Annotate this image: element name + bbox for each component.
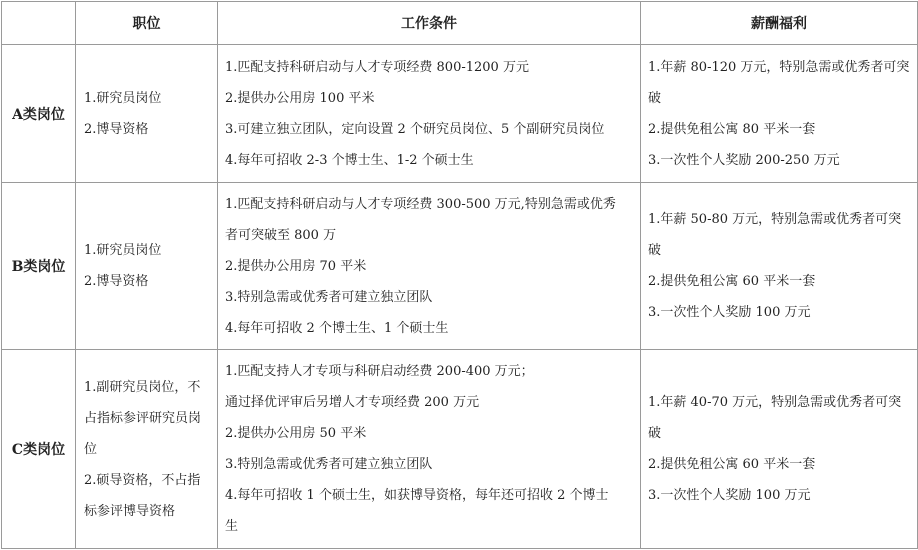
conditions-line: 4.每年可招收 2-3 个博士生、1-2 个硕士生 — [225, 152, 474, 168]
position-line: 占指标参评研究员岗 — [84, 410, 202, 426]
header-category — [2, 2, 76, 45]
position-cell — [76, 45, 218, 183]
position-line: 1.研究员岗位 — [84, 90, 162, 106]
conditions-line: 1.匹配支持科研启动与人才专项经费 300-500 万元,特别急需或优秀 — [225, 196, 616, 212]
conditions-line: 生 — [225, 519, 239, 534]
conditions-line: 3.特别急需或优秀者可建立独立团队 — [225, 289, 433, 305]
header-conditions: 工作条件 — [218, 2, 641, 45]
position-cell — [76, 183, 218, 350]
position-line: 1.研究员岗位 — [84, 243, 162, 258]
benefits-line: 3.一次性个人奖励 100 万元 — [648, 488, 811, 503]
conditions-line: 者可突破至 800 万 — [225, 227, 337, 243]
position-line: 2.硕导资格，不占指 — [84, 472, 201, 488]
table-row — [2, 45, 918, 183]
category-cell: A类岗位 — [2, 45, 76, 183]
conditions-line: 2.提供办公用房 100 平米 — [225, 90, 375, 106]
conditions-line: 1.匹配支持人才专项与科研启动经费 200-400 万元； — [225, 364, 534, 379]
conditions-cell — [218, 350, 641, 549]
table-row — [2, 350, 918, 549]
header-position: 职位 — [76, 2, 218, 45]
conditions-line: 4.每年可招收 1 个硕士生，如获博导资格，每年还可招收 2 个博士 — [225, 488, 609, 503]
benefits-line: 3.一次性个人奖励 100 万元 — [648, 305, 811, 320]
recruitment-table — [1, 1, 918, 549]
header-row — [2, 2, 918, 45]
conditions-cell — [218, 45, 641, 183]
position-cell — [76, 350, 218, 549]
position-line: 2.博导资格 — [84, 274, 149, 289]
benefits-line: 1.年薪 80-120 万元，特别急需或优秀者可突 — [648, 59, 910, 75]
conditions-line: 通过择优评审后另增人才专项经费 200 万元 — [225, 395, 480, 410]
benefits-cell — [641, 183, 918, 350]
conditions-cell — [218, 183, 641, 350]
position-line: 标参评博导资格 — [84, 503, 176, 519]
conditions-line: 4.每年可招收 2 个博士生、1 个硕士生 — [225, 320, 449, 336]
benefits-line: 2.提供免租公寓 60 平米一套 — [648, 274, 816, 289]
benefits-line: 破 — [648, 243, 662, 258]
position-line: 1.副研究员岗位，不 — [84, 379, 201, 395]
category-cell: B类岗位 — [2, 183, 76, 350]
table-row — [2, 183, 918, 350]
conditions-line: 3.特别急需或优秀者可建立独立团队 — [225, 457, 433, 472]
benefits-line: 2.提供免租公寓 60 平米一套 — [648, 457, 816, 472]
benefits-line: 破 — [648, 90, 662, 106]
category-cell: C类岗位 — [2, 350, 76, 549]
benefits-cell — [641, 45, 918, 183]
benefits-line: 破 — [648, 426, 662, 441]
conditions-line: 1.匹配支持科研启动与人才专项经费 800-1200 万元 — [225, 59, 529, 75]
benefits-line: 1.年薪 40-70 万元，特别急需或优秀者可突 — [648, 395, 902, 410]
position-line: 2.博导资格 — [84, 121, 149, 137]
conditions-line: 2.提供办公用房 70 平米 — [225, 258, 367, 274]
position-line: 位 — [84, 441, 98, 457]
benefits-line: 1.年薪 50-80 万元，特别急需或优秀者可突 — [648, 212, 902, 227]
conditions-line: 2.提供办公用房 50 平米 — [225, 426, 367, 441]
benefits-line: 2.提供免租公寓 80 平米一套 — [648, 121, 816, 137]
header-benefits: 薪酬福利 — [641, 2, 918, 45]
conditions-line: 3.可建立独立团队，定向设置 2 个研究员岗位、5 个副研究员岗位 — [225, 121, 605, 137]
benefits-line: 3.一次性个人奖励 200-250 万元 — [648, 152, 840, 168]
benefits-cell — [641, 350, 918, 549]
